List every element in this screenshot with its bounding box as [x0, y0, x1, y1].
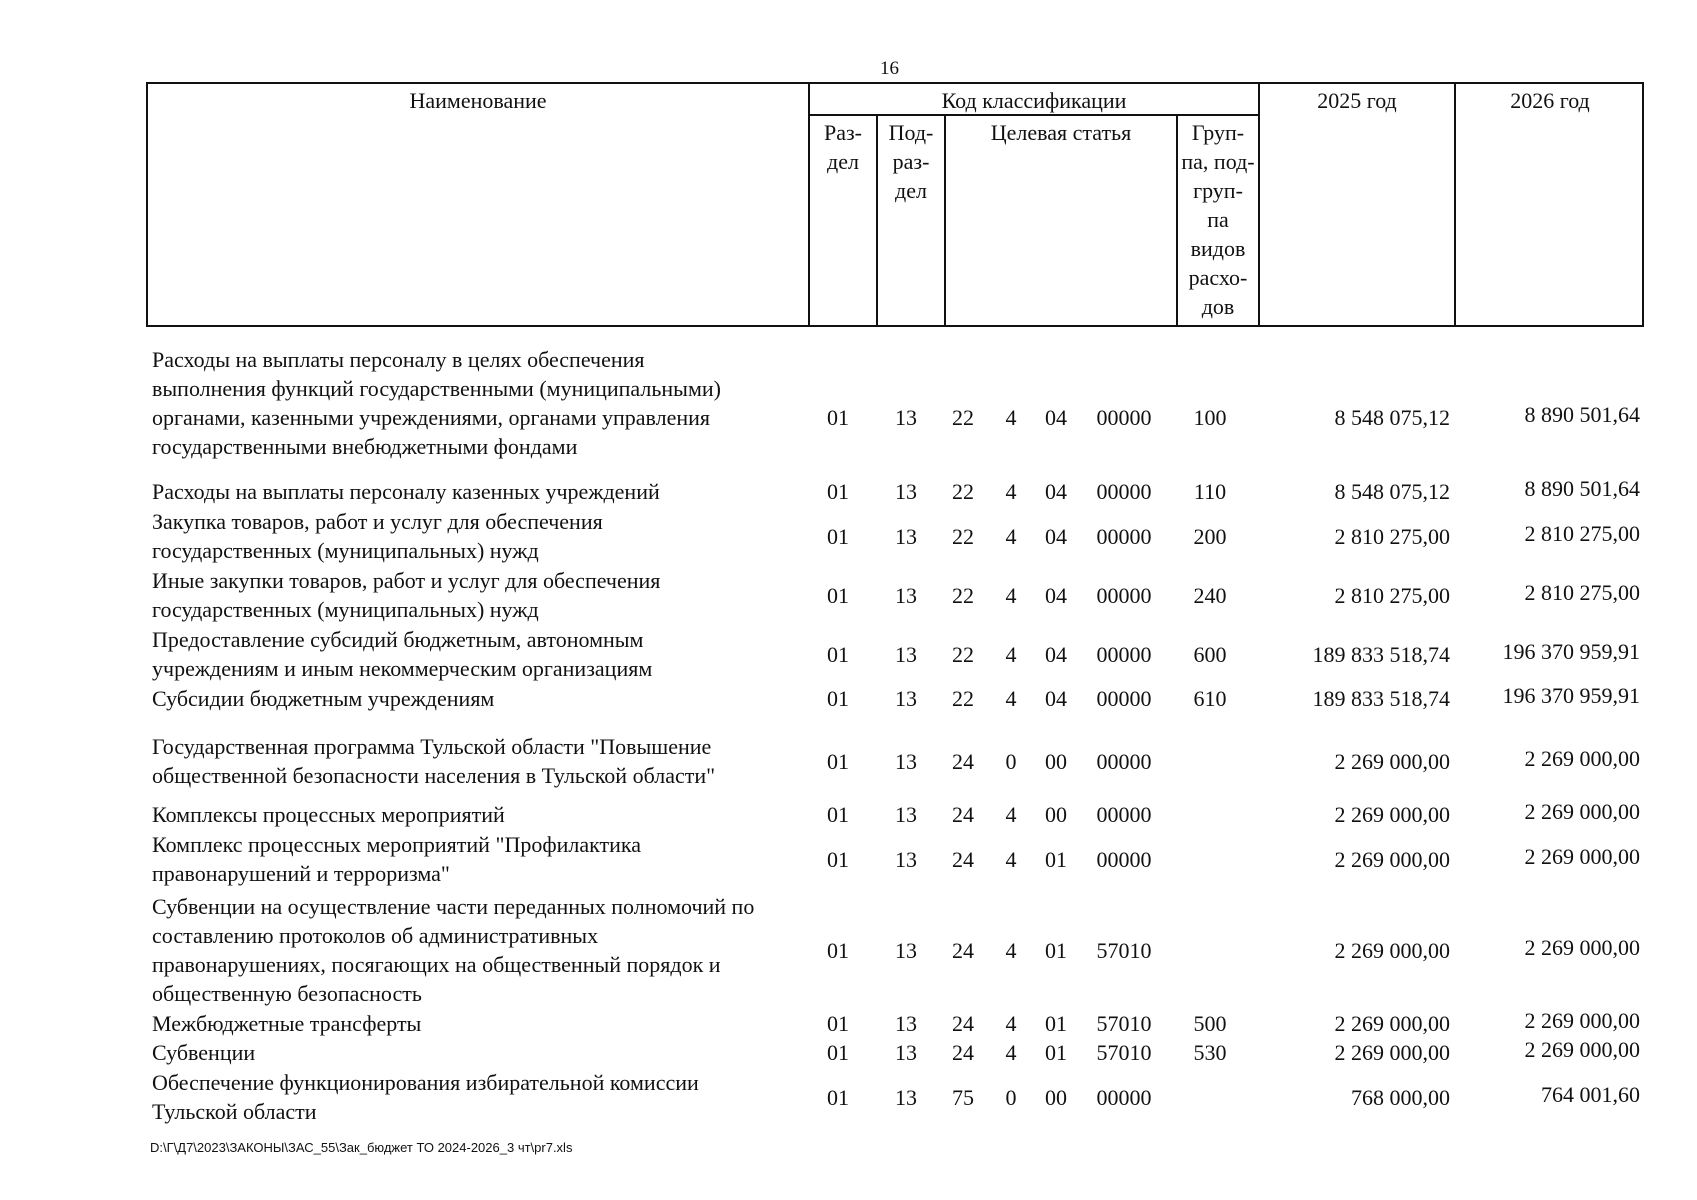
cell-target-direction: 57010 [1096, 937, 1152, 963]
cell-target-complex: 01 [1045, 846, 1067, 872]
cell-expense-group: 600 [1193, 641, 1227, 667]
row-name-line: выполнения функций государственными (муниципальными) [152, 376, 721, 401]
cell-amount-2025: 2 269 000,00 [1334, 1011, 1450, 1036]
cell-target-complex: 01 [1045, 1011, 1067, 1036]
row-name [152, 732, 807, 790]
cell-podrazdel: 13 [895, 405, 917, 430]
cell-podrazdel: 13 [895, 686, 917, 711]
cell-razdel: 01 [827, 1011, 849, 1036]
cell-amount-2026: 2 269 000,00 [1524, 1008, 1640, 1033]
cell-expense-group: 200 [1193, 523, 1227, 549]
cell-target-complex: 04 [1045, 686, 1067, 711]
row-name-line: Комплекс процессных мероприятий "Профилактика [152, 832, 642, 857]
cell-amount-2026: 2 810 275,00 [1524, 579, 1640, 605]
row-name-line: правонарушений и терроризма" [152, 861, 450, 886]
header-celevaya: Целевая статья [990, 120, 1132, 145]
footer-file-path: D:\Г\Д7\2023\ЗАКОНЫ\ЗАС_55\Зак_бюджет ТО 2024-2026_3 чт\pr7.xls [150, 1140, 573, 1155]
cell-target-complex: 00 [1045, 748, 1067, 774]
row-name-line: правонарушениях, посягающих на общественный порядок и [152, 952, 721, 977]
row-name-line: учреждениям и иным некоммерческим организациям [152, 656, 653, 681]
row-name-line: органами, казенными учреждениями, органами управления [152, 405, 711, 430]
cell-target-complex: 04 [1045, 582, 1067, 608]
cell-target-type: 4 [1005, 686, 1017, 711]
row-name-line: Субвенции на осуществление части переданных полномочий по [152, 894, 755, 919]
cell-target-complex: 04 [1045, 479, 1067, 504]
cell-amount-2025: 2 269 000,00 [1334, 802, 1450, 827]
cell-target-type: 0 [1005, 1084, 1017, 1110]
cell-target-complex: 04 [1045, 523, 1067, 549]
cell-target-direction: 00000 [1096, 641, 1152, 667]
row-name [152, 507, 807, 565]
cell-podrazdel: 13 [895, 479, 917, 504]
cell-target-type: 4 [1005, 937, 1017, 963]
table-header [146, 82, 1644, 327]
cell-razdel: 01 [827, 748, 849, 774]
cell-podrazdel: 13 [895, 1011, 917, 1036]
cell-expense-group: 610 [1193, 686, 1227, 711]
row-name-line: Субвенции [152, 1040, 256, 1065]
cell-target-direction: 00000 [1096, 479, 1152, 504]
cell-target-program: 24 [952, 937, 974, 963]
cell-target-direction: 57010 [1096, 1040, 1152, 1065]
header-year-2026: 2026 год [1510, 88, 1590, 113]
cell-razdel: 01 [827, 405, 849, 430]
header-year-2025: 2025 год [1317, 88, 1397, 113]
cell-amount-2025: 2 269 000,00 [1334, 748, 1450, 774]
page-number: 16 [880, 58, 899, 79]
cell-amount-2026: 8 890 501,64 [1524, 402, 1640, 427]
row-name [152, 830, 807, 888]
cell-amount-2025: 2 269 000,00 [1334, 937, 1450, 963]
cell-razdel: 01 [827, 686, 849, 711]
cell-amount-2026: 764 001,60 [1541, 1081, 1640, 1107]
cell-podrazdel: 13 [895, 641, 917, 667]
cell-target-type: 4 [1005, 846, 1017, 872]
cell-target-direction: 00000 [1096, 405, 1152, 430]
row-name [152, 684, 807, 713]
cell-podrazdel: 13 [895, 937, 917, 963]
row-name-line: Государственная программа Тульской области "Повышение [152, 734, 712, 759]
cell-razdel: 01 [827, 802, 849, 827]
cell-expense-group: 240 [1193, 582, 1227, 608]
cell-target-direction: 57010 [1096, 1011, 1152, 1036]
header-name: Наименование [409, 88, 547, 113]
row-name-line: Расходы на выплаты персоналу казенных учреждений [152, 479, 660, 504]
cell-podrazdel: 13 [895, 1040, 917, 1065]
row-name-line: Комплексы процессных мероприятий [152, 802, 505, 827]
cell-amount-2026: 2 269 000,00 [1524, 745, 1640, 771]
cell-amount-2026: 196 370 959,91 [1502, 638, 1640, 664]
row-name-line: государственными внебюджетными фондами [152, 434, 578, 459]
cell-amount-2025: 768 000,00 [1351, 1084, 1450, 1110]
cell-target-program: 24 [952, 1040, 974, 1065]
header-divider [1258, 84, 1260, 325]
cell-podrazdel: 13 [895, 846, 917, 872]
cell-target-complex: 01 [1045, 937, 1067, 963]
cell-target-complex: 00 [1045, 1084, 1067, 1110]
cell-razdel: 01 [827, 937, 849, 963]
header-divider [1454, 84, 1456, 325]
row-name [152, 625, 807, 683]
cell-target-direction: 00000 [1096, 802, 1152, 827]
cell-podrazdel: 13 [895, 582, 917, 608]
cell-target-direction: 00000 [1096, 846, 1152, 872]
row-name [152, 1038, 807, 1067]
cell-amount-2026: 2 269 000,00 [1524, 843, 1640, 869]
row-name [152, 566, 807, 624]
cell-target-type: 4 [1005, 1011, 1017, 1036]
cell-podrazdel: 13 [895, 802, 917, 827]
cell-target-complex: 04 [1045, 641, 1067, 667]
cell-target-type: 0 [1005, 748, 1017, 774]
cell-target-type: 4 [1005, 582, 1017, 608]
row-name-line: Предоставление субсидий бюджетным, автономным [152, 627, 644, 652]
cell-target-program: 24 [952, 802, 974, 827]
cell-podrazdel: 13 [895, 523, 917, 549]
row-name [152, 1068, 807, 1126]
row-name-line: Тульской области [152, 1099, 317, 1124]
row-name-line: Иные закупки товаров, работ и услуг для обеспечения [152, 568, 661, 593]
cell-target-direction: 00000 [1096, 582, 1152, 608]
header-podrazdel: Под- раз- дел [888, 120, 934, 203]
cell-target-direction: 00000 [1096, 1084, 1152, 1110]
cell-target-program: 24 [952, 1011, 974, 1036]
cell-target-direction: 00000 [1096, 523, 1152, 549]
cell-razdel: 01 [827, 1084, 849, 1110]
cell-podrazdel: 13 [895, 748, 917, 774]
cell-target-complex: 04 [1045, 405, 1067, 430]
cell-target-type: 4 [1005, 405, 1017, 430]
cell-target-program: 24 [952, 748, 974, 774]
cell-expense-group: 530 [1193, 1040, 1227, 1065]
cell-razdel: 01 [827, 1040, 849, 1065]
cell-target-program: 75 [952, 1084, 974, 1110]
cell-target-program: 22 [952, 641, 974, 667]
cell-target-type: 4 [1005, 802, 1017, 827]
row-name [152, 1009, 807, 1038]
cell-amount-2026: 8 890 501,64 [1524, 476, 1640, 501]
cell-amount-2025: 189 833 518,74 [1312, 686, 1450, 711]
cell-razdel: 01 [827, 523, 849, 549]
cell-amount-2025: 2 269 000,00 [1334, 846, 1450, 872]
row-name-line: Обеспечение функционирования избирательной комиссии [152, 1070, 699, 1095]
cell-amount-2025: 2 810 275,00 [1334, 582, 1450, 608]
cell-target-type: 4 [1005, 1040, 1017, 1065]
cell-amount-2025: 189 833 518,74 [1312, 641, 1450, 667]
header-gruppa: Груп- па, под- груп- па видов расхо- дов [1181, 120, 1255, 319]
row-name-line: общественной безопасности населения в Тульской области" [152, 763, 716, 788]
cell-amount-2025: 8 548 075,12 [1334, 479, 1450, 504]
cell-amount-2026: 196 370 959,91 [1502, 683, 1640, 708]
cell-target-program: 22 [952, 523, 974, 549]
row-name [152, 477, 807, 506]
cell-target-complex: 01 [1045, 1040, 1067, 1065]
row-name-line: Расходы на выплаты персоналу в целях обеспечения [152, 347, 645, 372]
cell-razdel: 01 [827, 846, 849, 872]
cell-amount-2025: 8 548 075,12 [1334, 405, 1450, 430]
row-name-line: Субсидии бюджетным учреждениям [152, 686, 495, 711]
cell-target-program: 22 [952, 582, 974, 608]
row-name-line: Закупка товаров, работ и услуг для обеспечения [152, 509, 603, 534]
cell-amount-2026: 2 269 000,00 [1524, 799, 1640, 824]
cell-podrazdel: 13 [895, 1084, 917, 1110]
row-name-line: государственных (муниципальных) нужд [152, 597, 539, 622]
cell-target-program: 24 [952, 846, 974, 872]
cell-amount-2026: 2 269 000,00 [1524, 1037, 1640, 1062]
cell-target-program: 22 [952, 686, 974, 711]
cell-amount-2025: 2 269 000,00 [1334, 1040, 1450, 1065]
cell-razdel: 01 [827, 582, 849, 608]
cell-target-type: 4 [1005, 641, 1017, 667]
cell-target-program: 22 [952, 405, 974, 430]
cell-target-direction: 00000 [1096, 686, 1152, 711]
row-name-line: общественную безопасность [152, 981, 422, 1006]
cell-razdel: 01 [827, 641, 849, 667]
row-name-line: государственных (муниципальных) нужд [152, 538, 539, 563]
cell-expense-group: 100 [1193, 405, 1227, 430]
cell-target-type: 4 [1005, 479, 1017, 504]
header-classification: Код классификации [941, 88, 1127, 113]
cell-amount-2026: 2 269 000,00 [1524, 934, 1640, 960]
row-name [152, 800, 807, 829]
row-name-line: составлению протоколов об административных [152, 923, 599, 948]
cell-target-program: 22 [952, 479, 974, 504]
row-name [152, 345, 807, 461]
cell-expense-group: 500 [1193, 1011, 1227, 1036]
header-razdel: Раз- дел [823, 120, 863, 174]
cell-target-direction: 00000 [1096, 748, 1152, 774]
row-name-line: Межбюджетные трансферты [152, 1011, 422, 1036]
row-name [152, 892, 807, 1008]
cell-target-complex: 00 [1045, 802, 1067, 827]
cell-amount-2026: 2 810 275,00 [1524, 520, 1640, 546]
cell-target-type: 4 [1005, 523, 1017, 549]
cell-amount-2025: 2 810 275,00 [1334, 523, 1450, 549]
cell-expense-group: 110 [1193, 479, 1227, 504]
cell-razdel: 01 [827, 479, 849, 504]
